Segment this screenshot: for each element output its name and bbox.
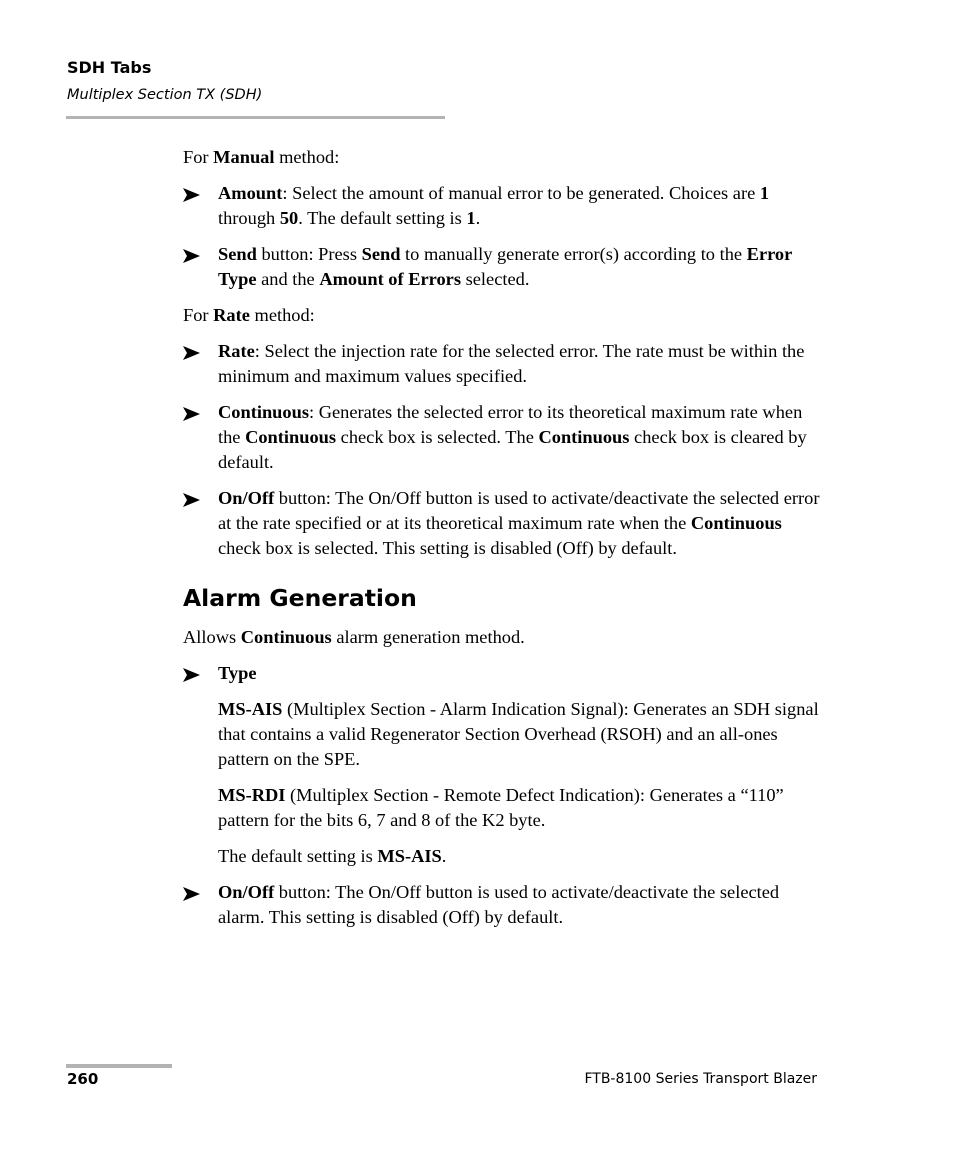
arrow-bullet-icon [183,493,200,507]
bullet-type: Type [183,661,823,686]
type-ms-rdi: MS-RDI (Multiplex Section - Remote Defect Indication): Generates a “110” pattern for the bits 6, 7 and 8 of the K2 byte. [218,785,784,830]
arrow-bullet-icon [183,346,200,360]
page-number: 260 [67,1070,99,1088]
arrow-bullet-icon [183,407,200,421]
bullet-rate: Rate: Select the injection rate for the selected error. The rate must be within the minimum and maximum values specified. [183,339,823,389]
arrow-bullet-icon [183,668,200,682]
footer-rule [66,1064,172,1068]
arrow-bullet-icon [183,887,200,901]
arrow-bullet-icon [183,249,200,263]
running-header-title: SDH Tabs [67,58,152,77]
bullet-onoff-rate: On/Off button: The On/Off button is used to activate/deactivate the selected error at the rate specified or at its theoretical maximum rate when the Continuous check box is selected. This setting is disabled (Off) by default. [183,486,823,561]
alarm-intro: Allows Continuous alarm generation method. [183,627,525,647]
type-ms-ais: MS-AIS (Multiplex Section - Alarm Indication Signal): Generates an SDH signal that contains a valid Regenerator Section Overhead (RSOH) and an all-ones pattern on the SPE. [218,699,819,769]
manual-method-intro: For Manual method: [183,147,340,167]
running-header-subtitle: Multiplex Section TX (SDH) [67,87,263,103]
arrow-bullet-icon [183,188,200,202]
page-body [183,145,823,941]
bullet-amount: Amount: Select the amount of manual error to be generated. Choices are 1 through 50. The default setting is 1. [183,181,823,231]
bullet-send: Send button: Press Send to manually generate error(s) according to the Error Type and the Amount of Errors selected. [183,242,823,292]
bullet-continuous: Continuous: Generates the selected error to its theoretical maximum rate when the Continuous check box is selected. The Continuous check box is cleared by default. [183,400,823,475]
footer-doc-title: FTB-8100 Series Transport Blazer [584,1071,817,1087]
type-default-setting: The default setting is MS-AIS. [218,846,447,866]
rate-method-intro: For Rate method: [183,305,315,325]
section-heading-alarm-generation: Alarm Generation [183,584,417,612]
header-rule [66,116,445,119]
bullet-onoff-alarm: On/Off button: The On/Off button is used to activate/deactivate the selected alarm. This setting is disabled (Off) by default. [183,880,823,930]
